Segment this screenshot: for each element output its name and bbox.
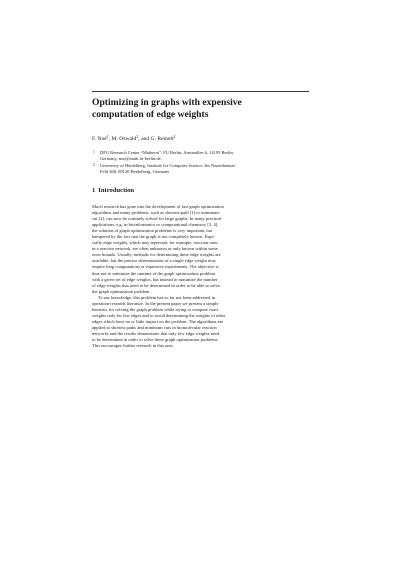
paragraph-line: This encourages further research in this area. — [92, 343, 174, 349]
affiliation-list — [92, 150, 309, 176]
affiliation-line: University of Heidelberg, Institute for Computer Science, Im Neuenheimer — [100, 163, 236, 168]
affiliation-line: Germany, noe@math.fu-berlin.de, — [100, 156, 162, 161]
affiliation-mark: 2 — [93, 163, 95, 167]
paragraph-line: hampered by the fact that the graph is not completely known. Espe- — [92, 234, 215, 240]
title-line: computation of edge weights — [92, 109, 209, 120]
paragraph-line: cially edge weights, which may represent, for example, reaction rates — [92, 240, 218, 246]
section-heading — [92, 187, 134, 195]
author-separator: , — [108, 136, 112, 142]
author-list — [92, 134, 175, 143]
section-body — [92, 204, 309, 349]
author-affiliation-mark: 1 — [106, 135, 109, 139]
paragraph-line: available, but the precise determination of a single edge weight may — [92, 258, 216, 264]
paragraph-line: require long computations or expensive experiments. The objective is — [92, 264, 219, 270]
paragraph-line: heuristic for solving the graph problem while trying to compute exact — [92, 306, 219, 312]
paragraph-line: Much research has gone into the development of fast graph optimization — [92, 204, 224, 209]
paragraph — [92, 204, 309, 295]
paragraph-line: in a reactive network, are often unknown or only known within some — [92, 246, 218, 252]
paragraph-line: To our knowledge, this problem has so far not been addressed in — [98, 294, 216, 300]
author-separator: , and — [138, 136, 151, 142]
paragraph-line: cut [2], can now be routinely solved for large graphs. In many practical — [92, 216, 222, 222]
paragraph-line: the solution of graph optimization problems is very important, but — [92, 228, 213, 234]
affiliation-line: Feld 368, 69120 Heidelberg, Germany — [100, 169, 170, 174]
author-affiliation-mark: 2 — [173, 135, 176, 139]
paragraph-line: error bounds. Usually, methods for determining these edge weights are — [92, 252, 221, 258]
paragraph-line: applied to shortest paths and minimum cuts in biomolecular reaction — [92, 324, 217, 330]
section-number: 1 — [92, 187, 96, 194]
author-name: M. Oswald — [111, 136, 137, 142]
paragraph-line: networks and the results demonstrate that only few edge weights need — [92, 330, 220, 336]
author-name: G. Reinelt — [150, 136, 174, 142]
paragraph-line: applications, e.g. in bioinformatics or computational chemistry [3, 4], — [92, 222, 219, 228]
affiliation — [92, 150, 309, 162]
affiliation-mark: 1 — [93, 150, 95, 154]
paragraph-line: with a given set of edge weights, but instead to minimize the number — [92, 276, 218, 282]
paragraph-line: weights only for few edges and to avoid determining the weights of other — [92, 312, 226, 318]
title-rule — [92, 91, 309, 92]
author-name: F. Noé — [92, 136, 107, 142]
paragraph-line: of edge weights that need to be determined in order to be able to solve — [92, 282, 220, 288]
section-title: Introduction — [98, 187, 135, 194]
paragraph-line: to be determined in order to solve these graph optimization problems. — [92, 337, 219, 343]
paragraph-line: operation research literature. In the present paper we present a simple — [92, 300, 219, 306]
paragraph-line: algorithms and many problems, such as shortest-path [1] or minimum- — [92, 210, 221, 216]
author-affiliation-mark: 2 — [136, 135, 139, 139]
affiliation-line: DFG Research Center “Matheon”, FU Berlin, Arnimallee 6, 14195 Berlin, — [100, 150, 234, 155]
title-line: Optimizing in graphs with expensive — [92, 97, 242, 108]
paper-title — [92, 97, 309, 121]
paragraph-line: thus not to minimize the runtime of the graph optimization problem — [92, 270, 215, 276]
affiliation — [92, 163, 309, 175]
paragraph-line: the graph optimization problem. — [92, 288, 151, 294]
paragraph-line: edges which have no or little impact on the problem. The algorithms are — [92, 318, 224, 324]
paragraph — [92, 295, 309, 349]
